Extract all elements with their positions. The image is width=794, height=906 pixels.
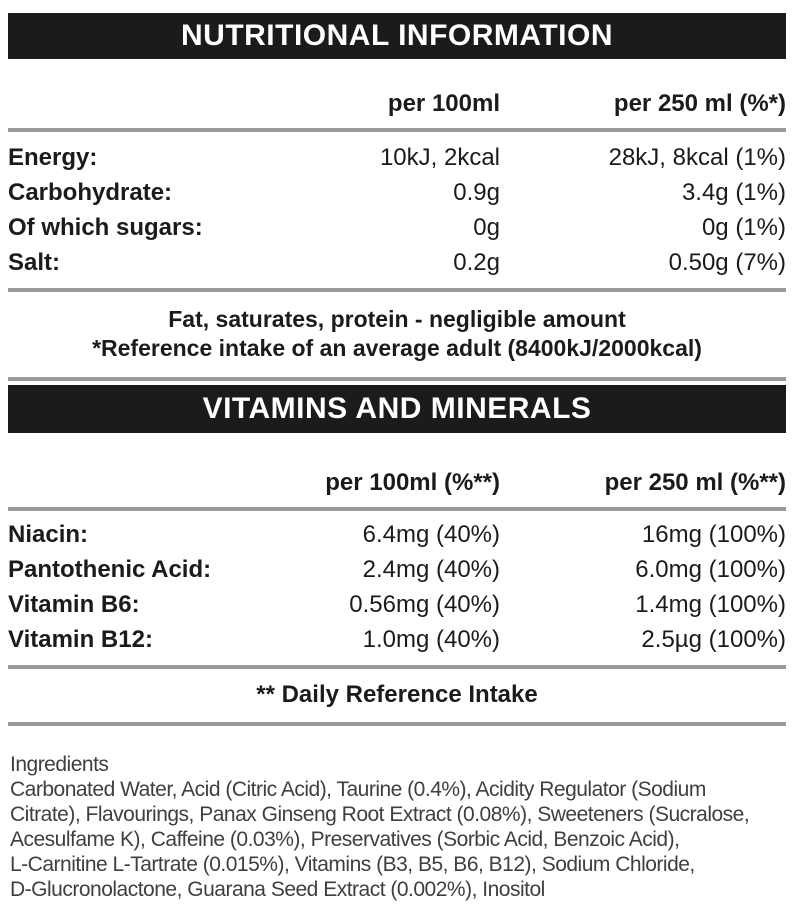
nutritional-information-header-bar <box>8 13 786 59</box>
value-per-100ml: 2.4mg (40%) <box>362 555 500 583</box>
vitamins-minerals-header-bar <box>8 385 786 433</box>
value-per-100ml: 6.4mg (40%) <box>362 520 500 548</box>
row-label: Energy: <box>8 143 98 171</box>
table-row-vitamin-b6 <box>8 587 786 622</box>
value-per-250ml: 0g (1%) <box>701 213 786 241</box>
value-per-100ml: 1.0mg (40%) <box>362 625 500 653</box>
table-row-vitamin-b12 <box>8 622 786 657</box>
nutrition-footnotes <box>8 292 786 377</box>
value-per-100ml: 0.56mg (40%) <box>349 590 500 618</box>
value-per-250ml: 2.5µg (100%) <box>641 625 786 653</box>
ingredients-text-line: Citrate), Flavourings, Panax Ginseng Root Extract (0.08%), Sweeteners (Sucralose, <box>10 803 750 826</box>
ingredients-text-line: Acesulfame K), Caffeine (0.03%), Preservatives (Sorbic Acid, Benzoic Acid), <box>10 828 680 851</box>
table-row-carbohydrate <box>8 175 786 210</box>
value-per-250ml: 0.50g (7%) <box>668 248 786 276</box>
vitamins-table <box>8 511 786 665</box>
ingredients-text-line: D-Glucronolactone, Guarana Seed Extract (0.002%), Inositol <box>10 878 545 901</box>
per-100ml-pct-header: per 100ml (%**) <box>325 469 500 496</box>
table-row-energy <box>8 140 786 175</box>
value-per-100ml: 0.9g <box>453 178 500 206</box>
nutrition-column-headers <box>8 59 786 128</box>
value-per-250ml: 1.4mg (100%) <box>635 590 786 618</box>
per-250ml-pct-header: per 250 ml (%**) <box>604 469 786 496</box>
ingredients-text-line: L-Carnitine L-Tartrate (0.015%), Vitamins (B3, B5, B6, B12), Sodium Chloride, <box>10 853 695 876</box>
divider-rule <box>8 722 786 726</box>
value-per-250ml: 6.0mg (100%) <box>635 555 786 583</box>
per-250ml-header: per 250 ml (%*) <box>613 90 786 117</box>
value-per-250ml: 16mg (100%) <box>641 520 786 548</box>
reference-intake-note: *Reference intake of an average adult (8400kJ/2000kcal) <box>92 335 702 361</box>
value-per-100ml: 10kJ, 2kcal <box>379 143 500 171</box>
row-label: Vitamin B12: <box>8 625 153 653</box>
value-per-100ml: 0g <box>473 213 500 241</box>
nutrition-table <box>8 132 786 288</box>
negligible-amount-note: Fat, saturates, protein - negligible amount <box>168 306 626 332</box>
row-label: Carbohydrate: <box>8 178 173 206</box>
table-row-salt <box>8 245 786 280</box>
value-per-250ml: 28kJ, 8kcal (1%) <box>608 143 786 171</box>
value-per-250ml: 3.4g (1%) <box>681 178 786 206</box>
row-label: Vitamin B6: <box>8 590 140 618</box>
per-100ml-header: per 100ml <box>387 90 500 117</box>
row-label: Niacin: <box>8 520 89 548</box>
row-label: Salt: <box>8 248 61 276</box>
empty-header-cell <box>8 90 270 118</box>
ingredients-text-line: Carbonated Water, Acid (Citric Acid), Taurine (0.4%), Acidity Regulator (Sodium <box>10 778 706 801</box>
ingredients-title: Ingredients <box>10 753 109 776</box>
nutritional-information-title: NUTRITIONAL INFORMATION <box>180 19 613 52</box>
table-row-niacin <box>8 517 786 552</box>
vitamins-minerals-title: VITAMINS AND MINERALS <box>202 392 592 425</box>
ingredients-section <box>10 752 786 902</box>
table-row-sugars <box>8 210 786 245</box>
label-content <box>8 13 786 902</box>
empty-header-cell <box>8 469 270 497</box>
divider-rule <box>8 377 786 381</box>
value-per-100ml: 0.2g <box>453 248 500 276</box>
table-row-pantothenic-acid <box>8 552 786 587</box>
row-label: Of which sugars: <box>8 213 203 241</box>
row-label: Pantothenic Acid: <box>8 555 212 583</box>
vitamins-column-headers <box>8 433 786 507</box>
daily-reference-intake-note: ** Daily Reference Intake <box>256 681 538 708</box>
